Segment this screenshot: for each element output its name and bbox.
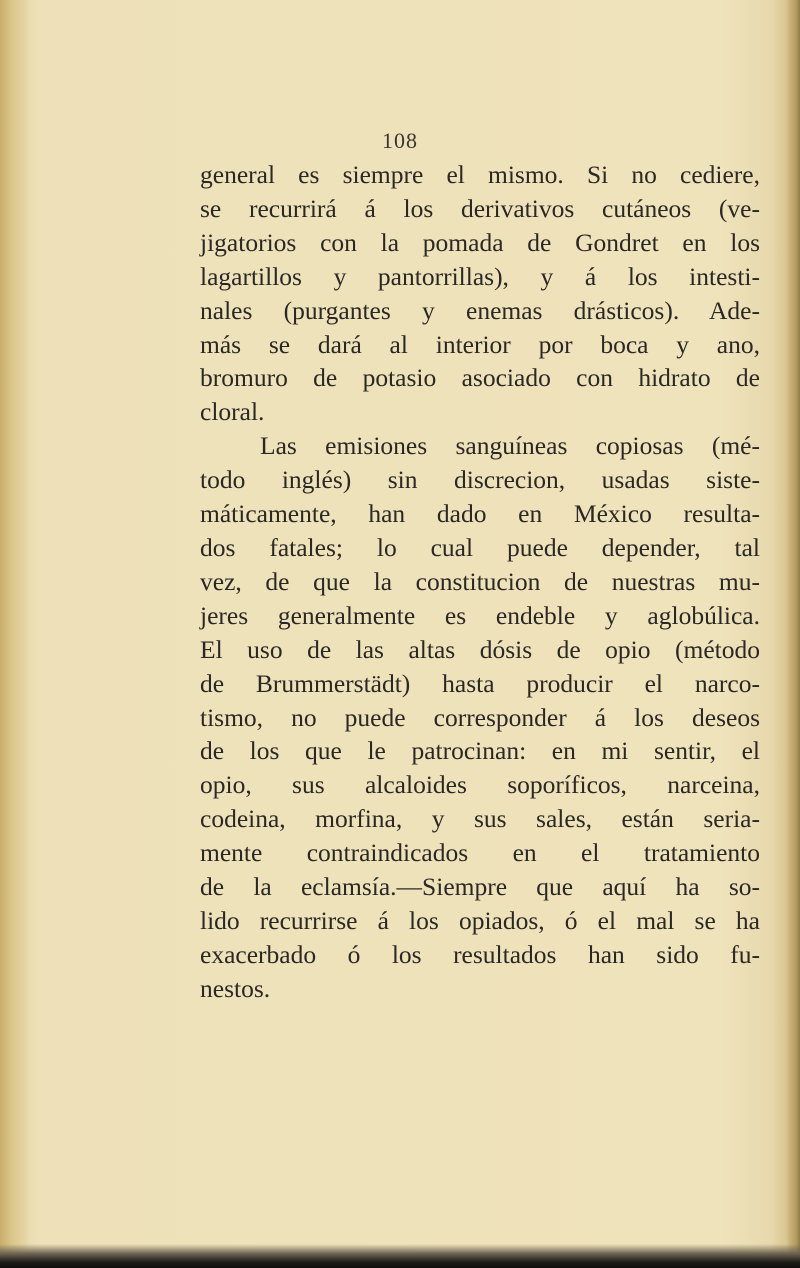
page-number: 108: [382, 128, 418, 153]
text-line: de los que le patrocinan: en mi sentir, el: [200, 736, 760, 766]
text-line: dos fatales; lo cual puede depender, tal: [200, 532, 760, 562]
page-left-edge: [0, 0, 30, 1268]
text-line: mente contraindicados en el tratamiento: [200, 838, 760, 868]
text-line: jeres generalmente es endeble y aglobúlica.: [200, 600, 760, 630]
text-line: vez, de que la constitucion de nuestras mu-: [200, 566, 760, 596]
text-line: máticamente, han dado en México resulta-: [200, 499, 760, 529]
text-line: se recurrirá á los derivativos cutáneos (ve-: [200, 193, 760, 223]
page-right-edge: [786, 0, 800, 1268]
text-line: codeina, morfina, y sus sales, están seria-: [200, 804, 760, 834]
text-line: más se dará al interior por boca y ano,: [200, 329, 760, 359]
text-line: bromuro de potasio asociado con hidrato de: [200, 363, 760, 393]
text-line: nestos.: [200, 973, 271, 1003]
text-line: exacerbado ó los resultados han sido fu-: [200, 939, 760, 969]
text-line: opio, sus alcaloides soporíficos, narceina,: [200, 770, 760, 800]
text-line: de la eclamsía.—Siempre que aquí ha so-: [200, 872, 760, 902]
text-line: cloral.: [200, 397, 265, 427]
text-line: tismo, no puede corresponder á los deseos: [200, 702, 760, 732]
text-line: nales (purgantes y enemas drásticos). Ade-: [200, 295, 760, 325]
text-line: lido recurrirse á los opiados, ó el mal se ha: [200, 905, 760, 935]
page-bottom-edge: [0, 1244, 800, 1268]
body-text: [200, 158, 760, 1006]
text-line: todo inglés) sin discrecion, usadas siste-: [200, 465, 760, 495]
text-line: de Brummerstädt) hasta producir el narco-: [200, 668, 760, 698]
text-line: general es siempre el mismo. Si no cediere,: [200, 160, 760, 189]
text-line: lagartillos y pantorrillas), y á los intesti-: [200, 261, 760, 291]
text-line: jigatorios con la pomada de Gondret en los: [200, 227, 760, 257]
text-line: El uso de las altas dósis de opio (método: [200, 634, 760, 664]
text-line: Las emisiones sanguíneas copiosas (mé-: [260, 431, 760, 461]
